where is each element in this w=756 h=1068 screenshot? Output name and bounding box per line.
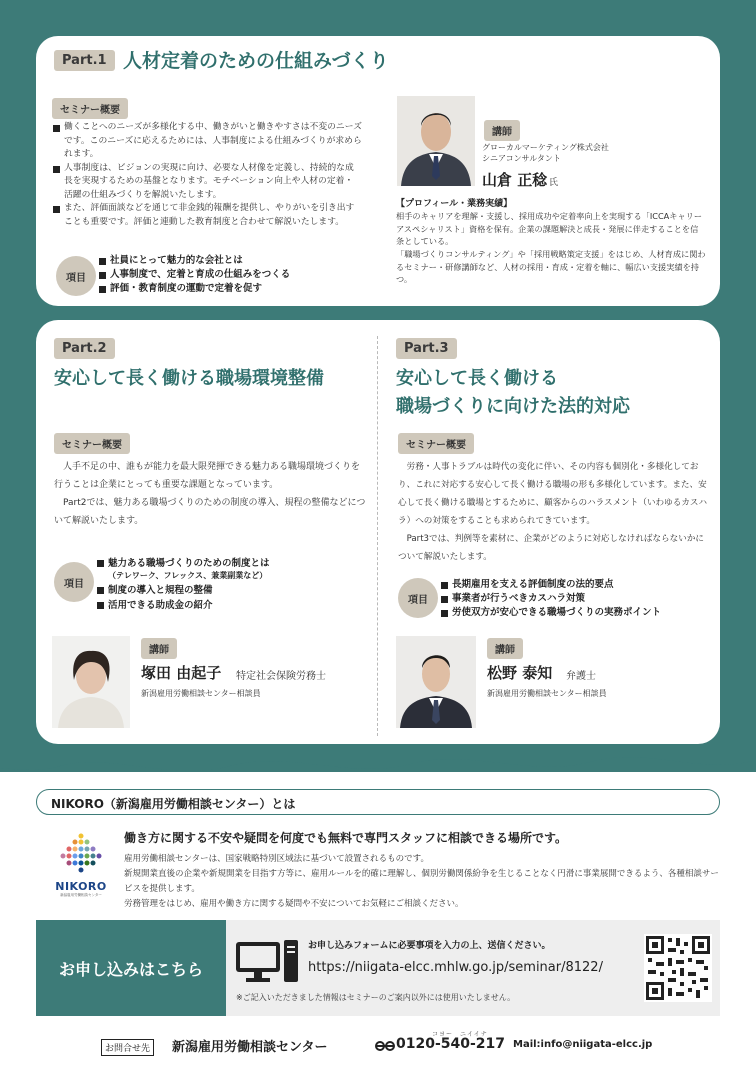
- part3-overview-text-2: Part3では、判例等を素材に、企業がどのように対応しなければならないかについて解説いたします。: [398, 534, 705, 562]
- part3-title-line2: 職場づくりに向けた法的対応: [396, 396, 630, 417]
- part2-instructor-label: 講師: [141, 638, 177, 659]
- footer-phone[interactable]: 0120-540-217: [396, 1036, 506, 1052]
- nikoro-logo-subtext: 新潟雇用労働相談センター: [60, 893, 102, 897]
- part1-overview-item: また、評価面談などを通じて非金銭的報酬を提供し、やりがいを引き出すことも重要です。評価と連動した教育制度と合わせて解説いたします。: [52, 202, 362, 229]
- part2-item: 魅力ある職場づくりのための制度とは （テレワーク、フレックス、兼業副業など）: [96, 556, 366, 583]
- part3-instructor-affiliation: 新潟雇用労働相談センター相談員: [487, 689, 607, 698]
- part2-overview-text-1: 人手不足の中、誰もが能力を最大限発揮できる魅力ある職場環境づくりを行うことは企業にとっても重要な課題となっています。: [54, 462, 361, 490]
- part2-instructor-name: 塚田 由起子: [141, 664, 222, 682]
- freedial-icon: [375, 1041, 395, 1051]
- part3-item: 事業者が行うべきカスハラ対策: [440, 592, 720, 606]
- instructor-photo-yamakura: [397, 96, 475, 186]
- part3-items-list: [440, 578, 720, 620]
- part2-overview-text-2: Part2では、魅力ある職場づくりのための制度の導入、規程の整備などについて解説いたします。: [54, 498, 366, 526]
- part2-item: 制度の導入と規程の整備: [96, 583, 366, 598]
- apply-label: お申し込みはこちら: [36, 920, 226, 1016]
- part1-overview-list: [52, 121, 362, 229]
- part1-instructor-label: 講師: [484, 120, 520, 141]
- footer-contact-label: お問合せ先: [101, 1039, 154, 1056]
- part2-badge: Part.2: [54, 338, 115, 359]
- footer-mail[interactable]: Mail:info@niigata-elcc.jp: [513, 1039, 653, 1050]
- nikoro-heading: NIKORO（新潟雇用労働相談センター）とは: [36, 789, 720, 815]
- part2-instructor-affiliation: 新潟雇用労働相談センター相談員: [141, 689, 261, 698]
- part1-badge: Part.1: [54, 50, 115, 71]
- part3-item: 長期雇用を支える評価制度の法的要点: [440, 578, 720, 592]
- apply-instruction: お申し込みフォームに必要事項を入力の上、送信ください。: [308, 941, 551, 951]
- apply-box: [36, 920, 720, 1016]
- footer-phone-ruby: コヨー ニイイナ: [432, 1031, 488, 1038]
- part3-instructor-label: 講師: [487, 638, 523, 659]
- instructor-photo-matsuno: [396, 636, 476, 728]
- part1-instructor-name: 山倉 正稔: [482, 171, 548, 189]
- part1-overview-label: セミナー概要: [52, 98, 128, 119]
- part3-badge: Part.3: [396, 338, 457, 359]
- part2-items-label: 項目: [54, 562, 94, 602]
- part3-instructor-name: 松野 泰知: [487, 664, 553, 682]
- part1-card: [36, 36, 720, 306]
- part2-title: 安心して長く働ける職場環境整備: [54, 368, 324, 389]
- footer-org: 新潟雇用労働相談センター: [172, 1040, 328, 1055]
- part2-overview-label: セミナー概要: [54, 433, 130, 454]
- part3-overview-text-1: 労務・人事トラブルは時代の変化に伴い、その内容も個別化・多様化しており、これに対応する安心して長く働ける職場の形も多様化しています。また、安心して長く働ける職場とするために、顧客からのハラスメント（いわゆるカスハラ）への対策をすることも求められてきています。: [398, 462, 708, 526]
- computer-icon: [236, 940, 300, 986]
- nikoro-logo: [52, 832, 110, 898]
- part2-item: 活用できる助成金の紹介: [96, 598, 366, 613]
- part3-items-label: 項目: [398, 578, 438, 618]
- part1-item: 評価・教育制度の運動で定着を促す: [98, 282, 368, 296]
- part1-profile-text-2: 「職場づくりコンサルティング」や「採用戦略策定支援」をはじめ、人材育成に関わるセミナー・研修講師など、人材の採用・育成・定着を軸に、幅広い支援実績を持つ。: [396, 249, 706, 284]
- nikoro-description: [124, 852, 720, 912]
- nikoro-desc-line: 労務管理をはじめ、雇用や働き方に関する疑問や不安についてお気軽にご相談ください。: [124, 899, 464, 909]
- part2-instructor-title: 特定社会保険労務士: [236, 671, 326, 682]
- column-divider: [377, 336, 378, 736]
- nikoro-desc-line: 雇用労働相談センターは、国家戦略特別区域法に基づいて設置されるものです。: [124, 854, 429, 864]
- part3-instructor-title: 弁護士: [566, 671, 596, 682]
- nikoro-logo-text: NIKORO: [55, 880, 107, 893]
- part23-card: [36, 320, 720, 744]
- nikoro-logo-icon: [52, 832, 110, 876]
- part1-profile-text-1: 相手のキャリアを理解・支援し、採用成功や定着率向上を実現する「ICCAキャリーアスペシャリスト」資格を保有。企業の課題解決と成長・発展に伴走することを信条としている。: [396, 211, 703, 246]
- part1-title: 人材定着のための仕組みづくり: [123, 50, 389, 72]
- part1-overview-item: 人事制度は、ビジョンの実現に向け、必要な人材像を定義し、持続的な成長を実現するための基盤となります。モチベーション向上や人材の定着・活躍の仕組みづくりを解説いたします。: [52, 162, 362, 203]
- part2-item-sub: （テレワーク、フレックス、兼業副業など）: [108, 571, 268, 580]
- part1-items-list: [98, 254, 368, 296]
- apply-note: ※ご記入いただきました情報はセミナーのご案内以外には使用いたしません。: [236, 993, 516, 1002]
- part1-instructor-role: シニアコンサルタント: [482, 154, 561, 163]
- part3-item: 労使双方が安心できる職場づくりの実務ポイント: [440, 606, 720, 620]
- part1-overview-item: 働くことへのニーズが多様化する中、働きがいと働きやすさは不変のニーズです。このニーズに応えるためには、人事制度による仕組みづくりが求められます。: [52, 121, 362, 162]
- part1-item: 人事制度で、定着と育成の仕組みをつくる: [98, 268, 368, 282]
- part1-items-label: 項目: [56, 256, 96, 296]
- apply-url-link[interactable]: https://niigata-elcc.mhlw.go.jp/seminar/8122/: [308, 960, 603, 975]
- qr-code[interactable]: [644, 934, 712, 1002]
- part3-overview-label: セミナー概要: [398, 433, 474, 454]
- part1-instructor-honorific: 氏: [549, 178, 559, 188]
- part1-profile-title: 【プロフィール・業務実績】: [396, 199, 513, 209]
- part1-instructor-company: グローカルマーケティング株式会社: [482, 143, 609, 152]
- nikoro-tagline: 働き方に関する不安や疑問を何度でも無料で専門スタッフに相談できる場所です。: [124, 831, 568, 845]
- part3-title-line1: 安心して長く働ける: [396, 368, 558, 389]
- part2-items-list: [96, 556, 366, 613]
- nikoro-desc-line: 新規開業直後の企業や新規開業を目指す方等に、雇用ルールを的確に理解し、個別労働関係紛争を生じることなく円滑に事業展開できるよう、各種相談サービスを提供します。: [124, 869, 719, 894]
- part1-item: 社員にとって魅力的な会社とは: [98, 254, 368, 268]
- instructor-photo-tsukada: [52, 636, 130, 728]
